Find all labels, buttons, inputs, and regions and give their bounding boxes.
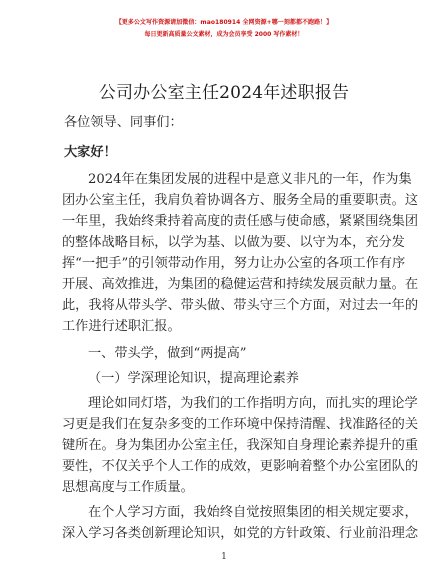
paragraph-line: 开展、高效推进，为集团的稳健运营和持续发展贡献力量。在 [62, 277, 419, 292]
paragraph-line: 习更是我们在复杂多变的工作环境中保持清醒、找准路径的关 [62, 417, 419, 432]
paragraph-line: 在个人学习方面，我始终自觉按照集团的相关规定要求， [88, 505, 418, 520]
paragraph-line: 理论如同灯塔，为我们的工作指明方向，而扎实的理论学 [88, 396, 418, 411]
page-number: 1 [221, 552, 227, 562]
paragraph-line: 深入学习各类创新理论知识，如党的方针政策、行业前沿理念 [62, 526, 419, 541]
paragraph-line: 思想高度与工作质量。 [62, 480, 194, 495]
greeting: 大家好！ [64, 145, 117, 160]
section-heading-1: 一、带头学，做到“两提高” [88, 346, 247, 361]
promo-banner-line-1: 【更多公文写作资源请加微信：mao180914 全网资源+哪一刻都都不跑路！】 [115, 19, 333, 26]
paragraph-line: 此，我将从带头学、带头做、带头守三个方面，对过去一年的 [62, 298, 419, 313]
document-title: 公司办公室主任2024年述职报告 [98, 83, 350, 103]
paragraph-line: 挥“一把手”的引领带动作用，努力让办公室的各项工作有序 [62, 256, 406, 271]
paragraph-line: 2024年在集团发展的进程中是意义非凡的一年，作为集 [88, 172, 412, 187]
paragraph-line: 工作进行述职汇报。 [62, 319, 181, 334]
section-heading-1-1: （一）学深理论知识，提高理论素养 [88, 371, 299, 386]
document-body [62, 112, 419, 544]
promo-banner-line-2: 每日更新高质量公文素材，成为会员享受 2000 写作素材！ [144, 31, 304, 38]
salutation: 各位领导、同事们： [64, 115, 183, 130]
paragraph-line: 的整体战略目标，以学为基、以做为要、以守为本，充分发 [62, 235, 405, 250]
paragraph-line: 要性，不仅关乎个人工作的成效，更影响着整个办公室团队的 [62, 459, 419, 474]
paragraph-personal-study [62, 502, 419, 544]
paragraph-intro [62, 169, 419, 337]
paragraph-theory [62, 393, 419, 498]
paragraph-line: 一年里，我始终秉持着高度的责任感与使命感，紧紧围绕集团 [62, 214, 419, 229]
paragraph-line: 键所在。身为集团办公室主任，我深知自身理论素养提升的重 [62, 438, 419, 453]
paragraph-line: 团办公室主任，我肩负着协调各方、服务全局的重要职责。这 [62, 193, 419, 208]
